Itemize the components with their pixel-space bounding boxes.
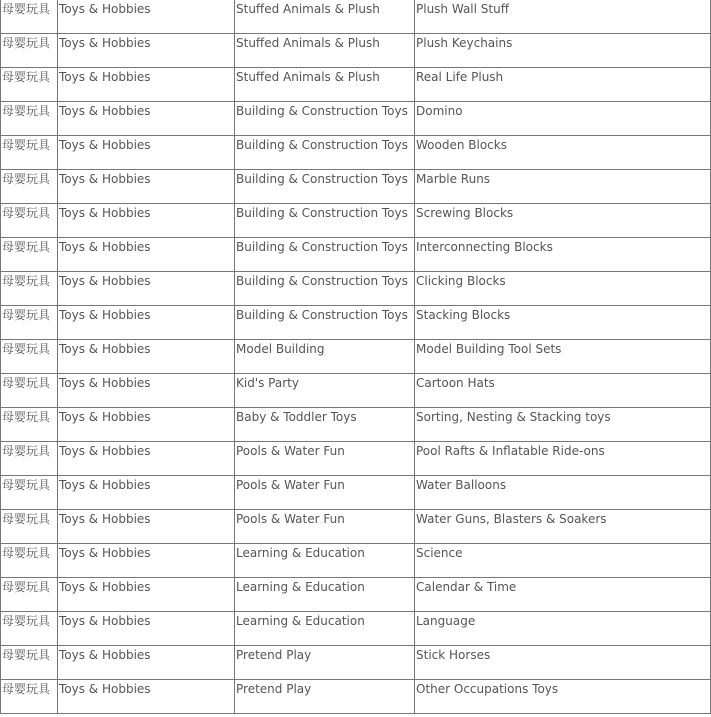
category-level3-cell: Language — [415, 612, 711, 646]
category-level1-cell: Toys & Hobbies — [58, 680, 235, 714]
table-row — [1, 578, 711, 612]
table-row — [1, 408, 711, 442]
category-level2-cell: Building & Construction Toys — [235, 136, 415, 170]
root-category-cell: 母婴玩具 — [1, 476, 58, 510]
category-level2-cell: Building & Construction Toys — [235, 306, 415, 340]
table-row — [1, 646, 711, 680]
category-level3-cell: Cartoon Hats — [415, 374, 711, 408]
category-level2-cell: Learning & Education — [235, 612, 415, 646]
category-level1-cell: Toys & Hobbies — [58, 0, 235, 34]
category-level3-cell: Marble Runs — [415, 170, 711, 204]
root-category-cell: 母婴玩具 — [1, 272, 58, 306]
category-level2-cell: Building & Construction Toys — [235, 204, 415, 238]
root-category-cell: 母婴玩具 — [1, 204, 58, 238]
root-category-cell: 母婴玩具 — [1, 170, 58, 204]
category-level2-cell: Pretend Play — [235, 680, 415, 714]
table-row — [1, 612, 711, 646]
category-level2-cell: Pools & Water Fun — [235, 476, 415, 510]
table-row — [1, 204, 711, 238]
category-level1-cell: Toys & Hobbies — [58, 646, 235, 680]
category-level3-cell: Water Balloons — [415, 476, 711, 510]
table-row — [1, 680, 711, 714]
category-level3-cell: Domino — [415, 102, 711, 136]
root-category-cell: 母婴玩具 — [1, 238, 58, 272]
category-level2-cell: Building & Construction Toys — [235, 170, 415, 204]
category-level3-cell: Sorting, Nesting & Stacking toys — [415, 408, 711, 442]
root-category-cell: 母婴玩具 — [1, 544, 58, 578]
table-row — [1, 102, 711, 136]
category-level1-cell: Toys & Hobbies — [58, 238, 235, 272]
table-row — [1, 476, 711, 510]
category-level3-cell: Calendar & Time — [415, 578, 711, 612]
category-level2-cell: Model Building — [235, 340, 415, 374]
root-category-cell: 母婴玩具 — [1, 34, 58, 68]
category-level3-cell: Plush Wall Stuff — [415, 0, 711, 34]
category-level1-cell: Toys & Hobbies — [58, 34, 235, 68]
table-row — [1, 340, 711, 374]
category-level3-cell: Stick Horses — [415, 646, 711, 680]
category-level2-cell: Building & Construction Toys — [235, 238, 415, 272]
root-category-cell: 母婴玩具 — [1, 578, 58, 612]
category-level2-cell: Stuffed Animals & Plush — [235, 0, 415, 34]
category-level2-cell: Kid's Party — [235, 374, 415, 408]
category-level1-cell: Toys & Hobbies — [58, 544, 235, 578]
table-row — [1, 34, 711, 68]
table-row — [1, 374, 711, 408]
table-row — [1, 170, 711, 204]
root-category-cell: 母婴玩具 — [1, 510, 58, 544]
root-category-cell: 母婴玩具 — [1, 374, 58, 408]
table-row — [1, 510, 711, 544]
root-category-cell: 母婴玩具 — [1, 680, 58, 714]
category-level1-cell: Toys & Hobbies — [58, 306, 235, 340]
category-level2-cell: Pools & Water Fun — [235, 442, 415, 476]
category-level3-cell: Other Occupations Toys — [415, 680, 711, 714]
category-level1-cell: Toys & Hobbies — [58, 68, 235, 102]
root-category-cell: 母婴玩具 — [1, 408, 58, 442]
table-row — [1, 306, 711, 340]
category-level1-cell: Toys & Hobbies — [58, 374, 235, 408]
category-level2-cell: Building & Construction Toys — [235, 272, 415, 306]
table-row — [1, 68, 711, 102]
category-level1-cell: Toys & Hobbies — [58, 612, 235, 646]
root-category-cell: 母婴玩具 — [1, 442, 58, 476]
category-level1-cell: Toys & Hobbies — [58, 510, 235, 544]
category-level1-cell: Toys & Hobbies — [58, 442, 235, 476]
category-level1-cell: Toys & Hobbies — [58, 136, 235, 170]
category-table-body — [1, 0, 711, 714]
root-category-cell: 母婴玩具 — [1, 612, 58, 646]
category-level3-cell: Science — [415, 544, 711, 578]
table-row — [1, 272, 711, 306]
root-category-cell: 母婴玩具 — [1, 136, 58, 170]
category-level2-cell: Building & Construction Toys — [235, 102, 415, 136]
root-category-cell: 母婴玩具 — [1, 68, 58, 102]
table-row — [1, 136, 711, 170]
category-level3-cell: Wooden Blocks — [415, 136, 711, 170]
root-category-cell: 母婴玩具 — [1, 340, 58, 374]
category-level3-cell: Interconnecting Blocks — [415, 238, 711, 272]
category-level1-cell: Toys & Hobbies — [58, 102, 235, 136]
category-level3-cell: Real Life Plush — [415, 68, 711, 102]
root-category-cell: 母婴玩具 — [1, 102, 58, 136]
category-level3-cell: Screwing Blocks — [415, 204, 711, 238]
table-row — [1, 442, 711, 476]
category-level1-cell: Toys & Hobbies — [58, 340, 235, 374]
table-row — [1, 544, 711, 578]
category-level3-cell: Stacking Blocks — [415, 306, 711, 340]
root-category-cell: 母婴玩具 — [1, 646, 58, 680]
category-level2-cell: Stuffed Animals & Plush — [235, 34, 415, 68]
category-level2-cell: Baby & Toddler Toys — [235, 408, 415, 442]
category-level2-cell: Pools & Water Fun — [235, 510, 415, 544]
category-level1-cell: Toys & Hobbies — [58, 408, 235, 442]
table-row — [1, 0, 711, 34]
category-level3-cell: Clicking Blocks — [415, 272, 711, 306]
category-level2-cell: Learning & Education — [235, 578, 415, 612]
table-row — [1, 238, 711, 272]
category-level1-cell: Toys & Hobbies — [58, 272, 235, 306]
category-level3-cell: Plush Keychains — [415, 34, 711, 68]
category-level1-cell: Toys & Hobbies — [58, 476, 235, 510]
category-level3-cell: Water Guns, Blasters & Soakers — [415, 510, 711, 544]
category-level3-cell: Pool Rafts & Inflatable Ride-ons — [415, 442, 711, 476]
category-level1-cell: Toys & Hobbies — [58, 578, 235, 612]
category-level1-cell: Toys & Hobbies — [58, 204, 235, 238]
category-level1-cell: Toys & Hobbies — [58, 170, 235, 204]
category-level2-cell: Stuffed Animals & Plush — [235, 68, 415, 102]
root-category-cell: 母婴玩具 — [1, 0, 58, 34]
category-level3-cell: Model Building Tool Sets — [415, 340, 711, 374]
root-category-cell: 母婴玩具 — [1, 306, 58, 340]
category-level2-cell: Pretend Play — [235, 646, 415, 680]
category-level2-cell: Learning & Education — [235, 544, 415, 578]
